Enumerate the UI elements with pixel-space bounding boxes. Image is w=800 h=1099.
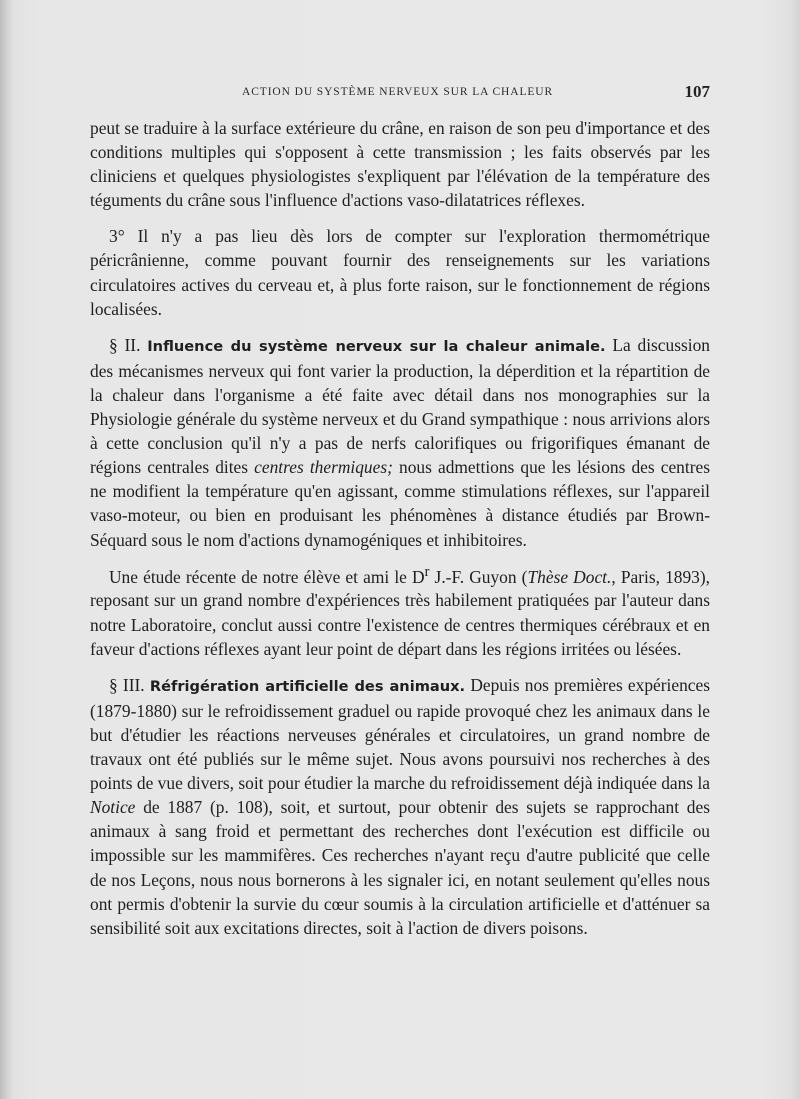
doctor-superscript: r bbox=[424, 563, 430, 580]
paragraph-2: 3° Il n'y a pas lieu dès lors de compter sur l'exploration thermométrique péricrânienne, comme pouvant fournir des renseignements sur les variations circulatoires actives du cerveau et, à plus forte raison, sur le fonctionnement de régions localisées. bbox=[90, 226, 710, 319]
thesis-title: Thèse Doct. bbox=[527, 566, 612, 587]
paragraph-1: peut se traduire à la surface extérieure du crâne, en raison de son peu d'importance et des conditions multiples qui s'opposent à cette transmission ; les faits observés par les cliniciens et quelques physiologistes s'expliquent par l'élévation de la température des téguments du crâne sous l'influence d'actions vaso-dilatatrices réflexes. bbox=[90, 118, 710, 211]
section-2-marker: § II. bbox=[109, 334, 141, 355]
page-number: 107 bbox=[684, 82, 710, 101]
paragraph-4 bbox=[90, 560, 710, 661]
section-3-paragraph bbox=[90, 673, 710, 940]
body-text bbox=[90, 116, 710, 940]
section-2-text-2: nous admettions que les lésions des centres ne modifient la température qu'en agissant, comme stimulations réflexes, sur l'appareil vaso-moteur, ou bien en produisant les phénomènes à distance étudiés par Brown-Séquard sous le nom d'actions dynamogéniques et inhibitoires. bbox=[90, 457, 710, 550]
section-2-emphasis: centres thermiques; bbox=[254, 457, 393, 478]
paragraph-4-text-3: , Paris, 1893), reposant sur un grand nombre d'expériences très habilement pratiquées par l'auteur dans notre Laboratoire, conclut aussi contre l'existence de centres thermiques cérébraux et en faveur d'actions réflexes ayant leur point de départ dans les régions irritées ou lésées. bbox=[90, 566, 710, 659]
notice-title: Notice bbox=[90, 797, 136, 818]
section-2-heading: Influence du système nerveux sur la chaleur animale. bbox=[147, 337, 606, 355]
paragraph-4-text-1: Une étude récente de notre élève et ami le D bbox=[109, 566, 425, 587]
section-3-marker: § III. bbox=[109, 674, 145, 695]
section-3-text-1: Depuis nos premières expériences (1879-1880) sur le refroidissement graduel ou rapide provoqué chez les animaux dans le but d'étudier les réactions nerveuses générales et circulatoires, un grand nombre de travaux ont été publiés sur le même sujet. Nous avons poursuivi nos recherches à des points de vue divers, soit pour étudier la marche du refroidissement déjà indiquée dans la bbox=[90, 674, 710, 794]
section-2-text-1: La discussion des mécanismes nerveux qui font varier la production, la déperdition et la répartition de la chaleur dans l'organisme a été faite avec détail dans nos monographies sur la Physiologie générale du système nerveux et du Grand sympathique : nous arrivions alors à cette conclusion qu'il n'y a pas de nerfs calorifiques ou frigorifiques émanant de régions centrales dites bbox=[90, 334, 710, 478]
running-head: ACTION DU SYSTÈME NERVEUX SUR LA CHALEUR bbox=[242, 86, 554, 98]
paragraph-4-text-2: J.-F. Guyon ( bbox=[434, 566, 528, 587]
section-3-text-2: de 1887 (p. 108), soit, et surtout, pour obtenir des sujets se rapprochant des animaux à sang froid et permettant des recherches dont l'exécution est difficile ou impossible sur les mammifères. Ces recherches n'ayant reçu d'autre publicité que celle de nos Leçons, nous nous bornerons à les signaler ici, en notant seulement qu'elles nous ont permis d'obtenir la survie du cœur soumis à la circulation artificielle et d'atténuer sa sensibilité soit aux excitations directes, soit à l'action de divers poisons. bbox=[90, 797, 710, 938]
section-3-heading: Réfrigération artificielle des animaux. bbox=[149, 677, 466, 695]
section-2-paragraph bbox=[90, 333, 710, 552]
